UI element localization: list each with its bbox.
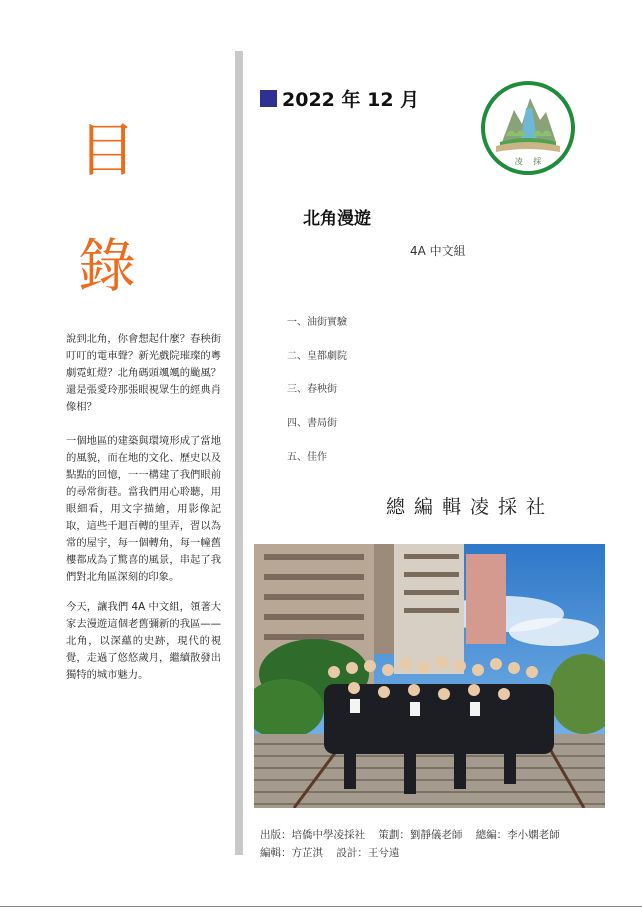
credit-editor: 編輯：方芷淇 <box>260 847 323 859</box>
intro-paragraph-2: 一個地區的建築與環境形成了當地的風貌，而在地的文化、歷史以及點點的回憶，一一構建了我們眼前的尋常街巷。當我們用心聆聽，用眼細看，用文字描繪，用影像記取，這些千迴百轉的里弄，習以為常的屋宇，每一個轉角，每一幢舊樓都成為了驚喜的風景，串起了我們對北角區深刻的印象。 <box>66 435 221 583</box>
group-photo <box>254 544 605 808</box>
credits-line-1 <box>260 827 570 842</box>
left-column <box>0 0 232 912</box>
group-photo-svg <box>254 544 605 808</box>
intro-paragraph-1: 說到北角，你會想起什麼？春秧街叮叮的電車聲？新光戲院璀璨的粵劇霓虹燈？北角碼頭颯颯的颱風？還是張愛玲那張眼視眾生的經典肖像相？ <box>66 333 221 413</box>
title-char-lu: 錄 <box>78 232 137 300</box>
issue-date: 2022 年 12 月 <box>282 89 420 111</box>
intro-paragraph-3: 今天，讓我們 4A 中文組，領著大家去漫遊這個老舊彌新的我區——北角，以深蘊的史跡，現代的視覺，走過了悠悠歲月，繼續散發出獨特的城市魅力。 <box>66 601 221 681</box>
toc-item[interactable]: 一、油街實驗 <box>287 317 347 328</box>
credit-planner: 策劃：劉靜儀老師 <box>378 829 463 841</box>
editorial-board-heading: 總編輯凌採社 <box>386 496 555 518</box>
club-logo-icon <box>480 80 576 176</box>
credit-designer: 設計：王兮遠 <box>336 847 400 859</box>
issue-title: 北角漫遊 <box>303 209 371 229</box>
issue-subtitle: 4A 中文組 <box>410 244 466 258</box>
toc-item[interactable]: 二、皇都劇院 <box>287 351 347 362</box>
credit-publisher: 出版：培僑中學凌採社 <box>260 829 365 841</box>
credit-chief-editor: 總編：李小嫻老師 <box>475 829 560 841</box>
logo-caption: 凌 採 <box>514 157 546 166</box>
date-marker-square <box>260 90 277 107</box>
vertical-divider <box>235 51 243 855</box>
bottom-rule <box>0 906 642 907</box>
title-char-mu: 目 <box>78 116 137 184</box>
toc-item[interactable]: 三、春秧街 <box>287 384 337 395</box>
toc-item[interactable]: 四、書局街 <box>287 418 337 429</box>
credits-line-2 <box>260 845 409 860</box>
toc-item[interactable]: 五、佳作 <box>287 452 327 463</box>
